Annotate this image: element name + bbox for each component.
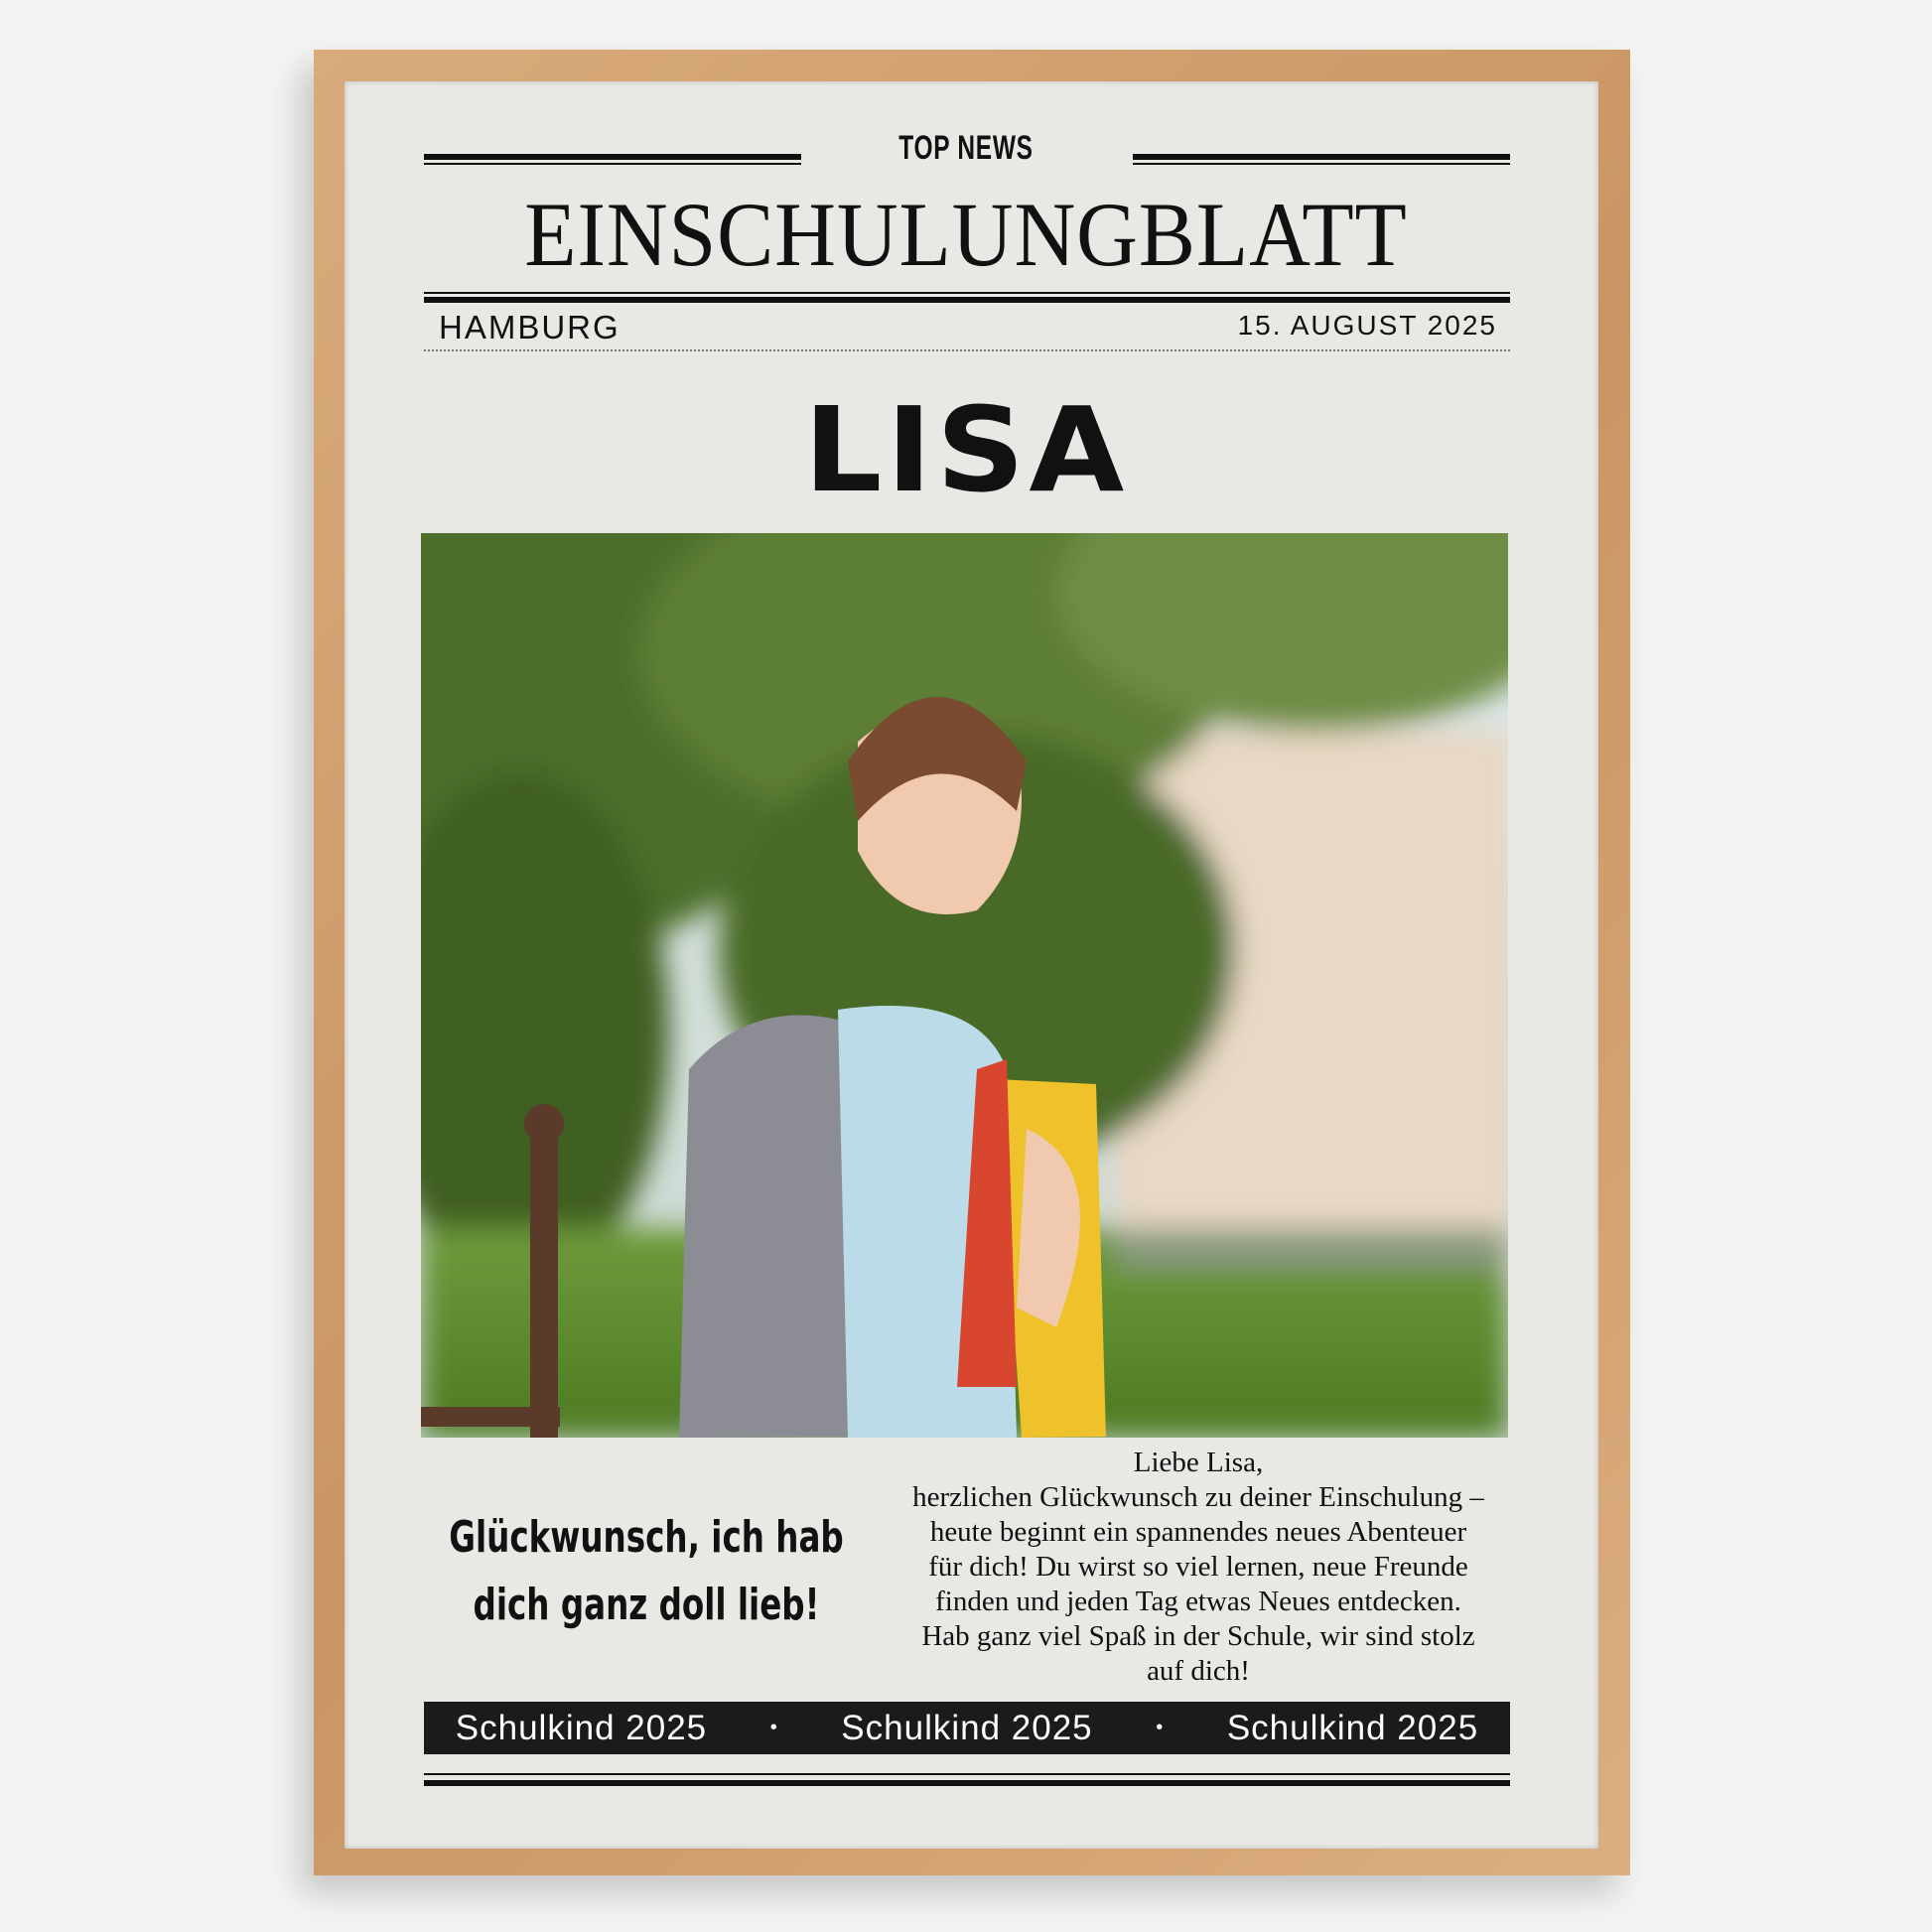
- letter-line: auf dich!: [1147, 1655, 1250, 1687]
- ticker-band: [424, 1702, 1510, 1754]
- band-item: Schulkind 2025: [841, 1708, 1093, 1747]
- date: 15. AUGUST 2025: [1237, 310, 1497, 341]
- photo-girl-with-backpack: [421, 533, 1508, 1438]
- greeting-line-2: dich ganz doll lieb!: [473, 1580, 820, 1630]
- letter-line: herzlichen Glückwunsch zu deiner Einschulung –: [912, 1481, 1484, 1513]
- letter-line: Hab ganz viel Spaß in der Schule, wir sind stolz: [921, 1620, 1475, 1652]
- greeting-line-1: Glückwunsch, ich hab: [449, 1512, 844, 1563]
- footer-rule-thick: [424, 1780, 1510, 1786]
- letter-line: finden und jeden Tag etwas Neues entdecken.: [935, 1586, 1461, 1617]
- newspaper-title: EINSCHULUNGBLATT: [524, 184, 1408, 285]
- letter-line: heute beginnt ein spannendes neues Abenteuer: [929, 1516, 1467, 1548]
- letter-text: [886, 1446, 1511, 1689]
- letter-line: Liebe Lisa,: [1133, 1447, 1264, 1478]
- band-item: Schulkind 2025: [1226, 1708, 1479, 1747]
- footer-rule-thin: [424, 1773, 1510, 1775]
- band-separator: •: [769, 1717, 778, 1738]
- band-item: Schulkind 2025: [455, 1708, 708, 1747]
- letter-line: für dich! Du wirst so viel lernen, neue Freunde: [928, 1551, 1468, 1583]
- child-name-headline: LISA: [803, 381, 1129, 518]
- title-rule-thick: [424, 297, 1510, 303]
- handwritten-greeting: [426, 1504, 867, 1639]
- title-rule-thin: [424, 292, 1510, 294]
- dotted-divider: [424, 349, 1510, 351]
- band-separator: •: [1156, 1717, 1165, 1738]
- city: HAMBURG: [439, 309, 621, 345]
- kicker: TOP NEWS: [898, 129, 1034, 167]
